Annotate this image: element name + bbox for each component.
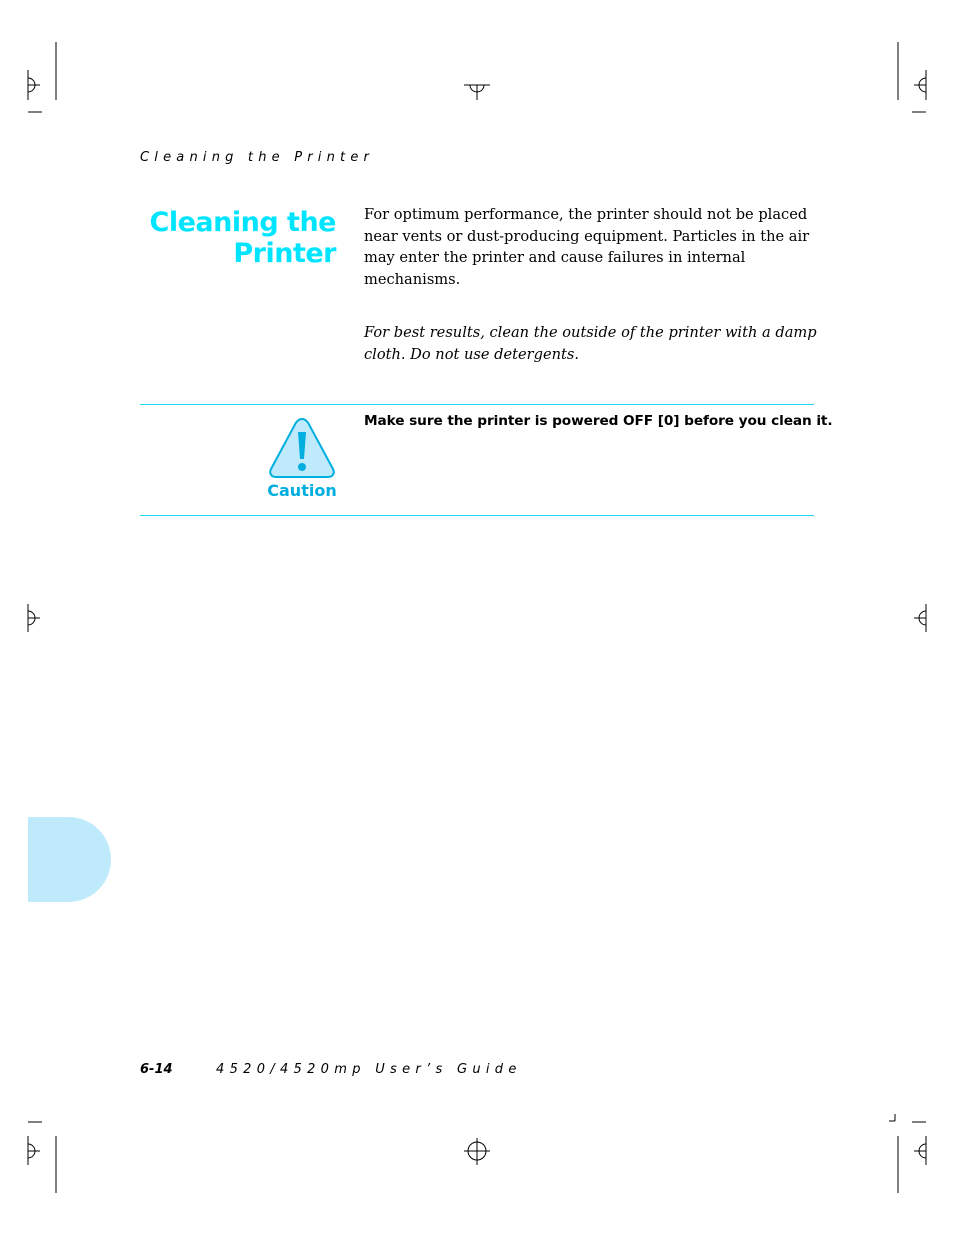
- tip-paragraph: For best results, clean the outside of the printer with a damp cloth. Do not use detergents.: [364, 324, 817, 363]
- section-title: [96, 207, 336, 269]
- caution-bottom-rule: [140, 515, 814, 516]
- caution-label: Caution: [267, 481, 337, 500]
- intro-paragraph: For optimum performance, the printer should not be placed near vents or dust-producing equipment. Particles in the air may enter the printer and cause failures in internal mechanisms.: [364, 206, 810, 289]
- running-header: Cleaning the Printer: [140, 150, 375, 165]
- warning-triangle-icon: [267, 416, 337, 480]
- section-title-line2: Printer: [233, 238, 336, 269]
- section-title-line1: Cleaning the: [149, 207, 336, 238]
- footer-guide-title: 4520/4520mp User’s Guide: [216, 1062, 522, 1077]
- caution-top-rule: [140, 404, 814, 405]
- chapter-tab-marker: [28, 817, 111, 902]
- caution-message: Make sure the printer is powered OFF [0] before you clean it.: [364, 413, 833, 429]
- footer-page-number: 6-14: [140, 1062, 173, 1077]
